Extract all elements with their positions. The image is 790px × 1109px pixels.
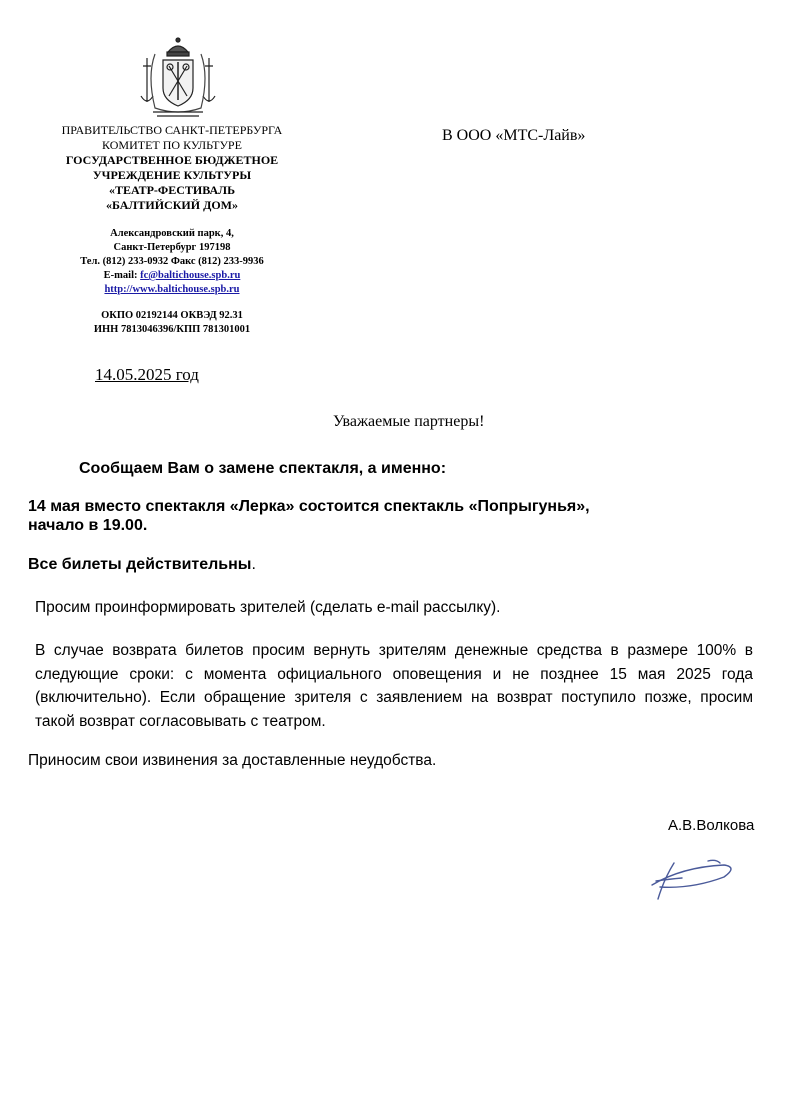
org-line: «БАЛТИЙСКИЙ ДОМ» bbox=[105, 198, 238, 212]
codes-line: ОКПО 02192144 ОКВЭД 92.31 bbox=[101, 310, 243, 321]
email-link[interactable]: fc@baltichouse.spb.ru bbox=[140, 270, 241, 281]
phone-fax-line: Тел. (812) 233-0932 Факс (812) 233-9936 bbox=[80, 256, 264, 267]
request-paragraph: Просим проинформировать зрителей (сделать e-mail рассылку). bbox=[35, 599, 501, 616]
codes-line: ИНН 7813046396/КПП 781301001 bbox=[93, 324, 251, 335]
signature-image bbox=[612, 855, 752, 907]
email-label: E-mail: bbox=[103, 270, 141, 281]
organization-address bbox=[40, 227, 304, 297]
coat-of-arms-emblem bbox=[133, 36, 223, 122]
refund-paragraph: В случае возврата билетов просим вернуть зрителям денежные средства в размере 100% в следующие сроки: с момента официального оповещения и не позднее 15 мая 2025 года (включительно). Если обращение зрителя с заявлением на возврат поступило позже, просим такой возврат согласовывать с театром. bbox=[35, 642, 753, 730]
change-line: 14 мая вместо спектакля «Лерка» состоится спектакль «Попрыгунья», bbox=[28, 498, 590, 515]
tickets-valid bbox=[28, 555, 256, 574]
address-line: Санкт-Петербург 197198 bbox=[113, 242, 231, 253]
document-date: 14.05.2025 год bbox=[95, 365, 199, 384]
organization-codes bbox=[40, 309, 304, 337]
signer-name: А.В.Волкова bbox=[668, 817, 755, 834]
tickets-valid-text: Все билеты действительны bbox=[28, 556, 252, 573]
website-link[interactable]: http://www.baltichouse.spb.ru bbox=[104, 284, 240, 295]
address-line: Александровский парк, 4, bbox=[110, 228, 234, 239]
apology-paragraph: Приносим свои извинения за доставленные неудобства. bbox=[28, 752, 437, 769]
org-line: УЧРЕЖДЕНИЕ КУЛЬТУРЫ bbox=[92, 168, 252, 182]
change-line: начало в 19.00. bbox=[28, 517, 148, 534]
email-line bbox=[40, 269, 304, 283]
org-line: «ТЕАТР-ФЕСТИВАЛЬ bbox=[108, 183, 236, 197]
org-line: ПРАВИТЕЛЬСТВО САНКТ-ПЕТЕРБУРГА bbox=[61, 123, 283, 137]
tickets-valid-dot: . bbox=[251, 556, 256, 573]
website-line bbox=[40, 283, 304, 297]
org-line: ГОСУДАРСТВЕННОЕ БЮДЖЕТНОЕ bbox=[65, 153, 279, 167]
salutation: Уважаемые партнеры! bbox=[333, 413, 485, 430]
organization-header bbox=[40, 123, 304, 213]
notice-heading: Сообщаем Вам о замене спектакля, а именно: bbox=[79, 460, 447, 477]
org-line: КОМИТЕТ ПО КУЛЬТУРЕ bbox=[102, 138, 242, 152]
performance-change bbox=[28, 497, 668, 535]
recipient: В ООО «МТС-Лайв» bbox=[442, 127, 586, 144]
